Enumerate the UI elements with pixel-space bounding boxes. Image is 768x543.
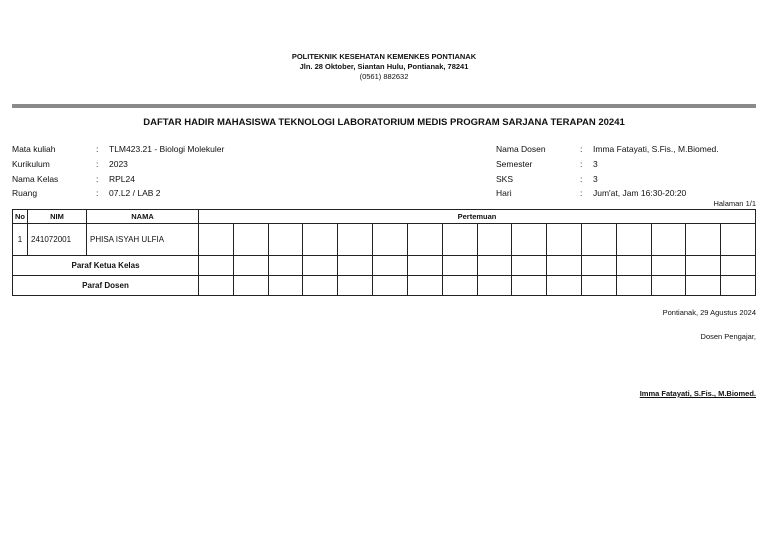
sign-cell xyxy=(581,276,616,296)
cell-nim: 241072001 xyxy=(28,224,87,256)
sign-cell xyxy=(303,276,338,296)
sign-cell xyxy=(686,276,721,296)
sign-label: Paraf Dosen xyxy=(13,276,199,296)
sign-cell xyxy=(721,256,756,276)
sign-cell xyxy=(547,276,582,296)
sign-cell xyxy=(721,276,756,296)
attendance-cell xyxy=(338,224,373,256)
table-row xyxy=(13,224,756,256)
table-header-row xyxy=(13,210,756,224)
document-header xyxy=(0,52,768,82)
sign-cell xyxy=(477,256,512,276)
header-no: No xyxy=(13,210,28,224)
info-row-semester xyxy=(496,157,719,172)
info-label: Kurikulum xyxy=(12,158,50,169)
sign-cell xyxy=(547,256,582,276)
info-label: Semester xyxy=(496,158,533,169)
info-label: Mata kuliah xyxy=(12,144,56,154)
sign-row-lecturer xyxy=(13,276,756,296)
sign-cell xyxy=(338,256,373,276)
sign-cell xyxy=(199,276,234,296)
info-row-sks xyxy=(496,172,719,187)
header-nama: NAMA xyxy=(87,210,199,224)
sign-cell xyxy=(407,256,442,276)
sign-cell xyxy=(442,256,477,276)
sign-cell xyxy=(233,256,268,276)
sign-cell xyxy=(477,276,512,296)
info-value: 2023 xyxy=(109,158,128,169)
attendance-cell xyxy=(721,224,756,256)
info-row-curriculum xyxy=(12,157,224,172)
attendance-cell xyxy=(233,224,268,256)
attendance-cell xyxy=(442,224,477,256)
info-row-class xyxy=(12,172,224,187)
info-label: Hari xyxy=(496,188,512,199)
attendance-cell xyxy=(268,224,303,256)
info-label: Ruang xyxy=(12,188,38,199)
signer-name: Imma Fatayati, S.Fis., M.Biomed. xyxy=(639,389,756,398)
info-colon: : xyxy=(96,144,99,154)
sign-cell xyxy=(512,276,547,296)
info-row-course xyxy=(12,142,224,157)
info-colon: : xyxy=(580,188,583,199)
info-label: Nama Dosen xyxy=(496,144,546,154)
attendance-cell xyxy=(686,224,721,256)
sign-cell xyxy=(616,276,651,296)
header-nim: NIM xyxy=(28,210,87,224)
info-value: Imma Fatayati, S.Fis., M.Biomed. xyxy=(593,144,719,154)
sign-cell xyxy=(686,256,721,276)
sign-cell xyxy=(338,276,373,296)
info-row-room xyxy=(12,186,224,201)
info-value: 3 xyxy=(593,173,598,184)
info-value: 3 xyxy=(593,158,598,169)
document-title: DAFTAR HADIR MAHASISWA TEKNOLOGI LABORATORIUM MEDIS PROGRAM SARJANA TERAPAN 20241 xyxy=(143,117,625,128)
sign-cell xyxy=(268,276,303,296)
attendance-cell xyxy=(199,224,234,256)
sign-cell xyxy=(199,256,234,276)
attendance-cell xyxy=(407,224,442,256)
info-colon: : xyxy=(580,144,583,154)
page-indicator: Halaman 1/1 xyxy=(713,199,756,208)
info-colon: : xyxy=(580,173,583,184)
signer-role: Dosen Pengajar, xyxy=(700,332,756,341)
info-value: 07.L2 / LAB 2 xyxy=(109,188,161,199)
course-info-right xyxy=(496,142,719,201)
header-pertemuan: Pertemuan xyxy=(199,210,756,224)
info-colon: : xyxy=(96,173,99,184)
institution-phone: (0561) 882632 xyxy=(359,72,409,81)
info-colon: : xyxy=(580,158,583,169)
attendance-cell xyxy=(373,224,408,256)
sign-cell xyxy=(373,256,408,276)
institution-address: Jln. 28 Oktober, Siantan Hulu, Pontianak, 78241 xyxy=(299,62,469,71)
sign-label: Paraf Ketua Kelas xyxy=(13,256,199,276)
cell-nama: PHISA ISYAH ULFIA xyxy=(87,224,199,256)
place-date: Pontianak, 29 Agustus 2024 xyxy=(662,308,756,317)
attendance-table xyxy=(12,209,756,296)
sign-cell xyxy=(268,256,303,276)
attendance-cell xyxy=(547,224,582,256)
sign-cell xyxy=(616,256,651,276)
attendance-cell xyxy=(477,224,512,256)
attendance-cell xyxy=(303,224,338,256)
header-divider xyxy=(12,104,756,108)
info-value: TLM423.21 - Biologi Molekuler xyxy=(109,144,225,154)
attendance-cell xyxy=(616,224,651,256)
sign-cell xyxy=(512,256,547,276)
info-row-lecturer xyxy=(496,142,719,157)
attendance-cell xyxy=(512,224,547,256)
info-label: Nama Kelas xyxy=(12,173,59,184)
sign-cell xyxy=(651,256,686,276)
course-info-left xyxy=(12,142,224,201)
cell-no: 1 xyxy=(13,224,28,256)
info-colon: : xyxy=(96,188,99,199)
sign-cell xyxy=(442,276,477,296)
institution-name: POLITEKNIK KESEHATAN KEMENKES PONTIANAK xyxy=(291,52,477,61)
attendance-cell xyxy=(581,224,616,256)
sign-cell xyxy=(651,276,686,296)
info-label: SKS xyxy=(496,173,514,184)
sign-cell xyxy=(373,276,408,296)
info-value: RPL24 xyxy=(109,173,135,184)
info-value: Jum'at, Jam 16:30-20:20 xyxy=(593,188,687,199)
info-colon: : xyxy=(96,158,99,169)
sign-cell xyxy=(407,276,442,296)
info-row-day xyxy=(496,186,719,201)
attendance-cell xyxy=(651,224,686,256)
sign-cell xyxy=(581,256,616,276)
sign-cell xyxy=(233,276,268,296)
sign-cell xyxy=(303,256,338,276)
sign-row-class-leader xyxy=(13,256,756,276)
